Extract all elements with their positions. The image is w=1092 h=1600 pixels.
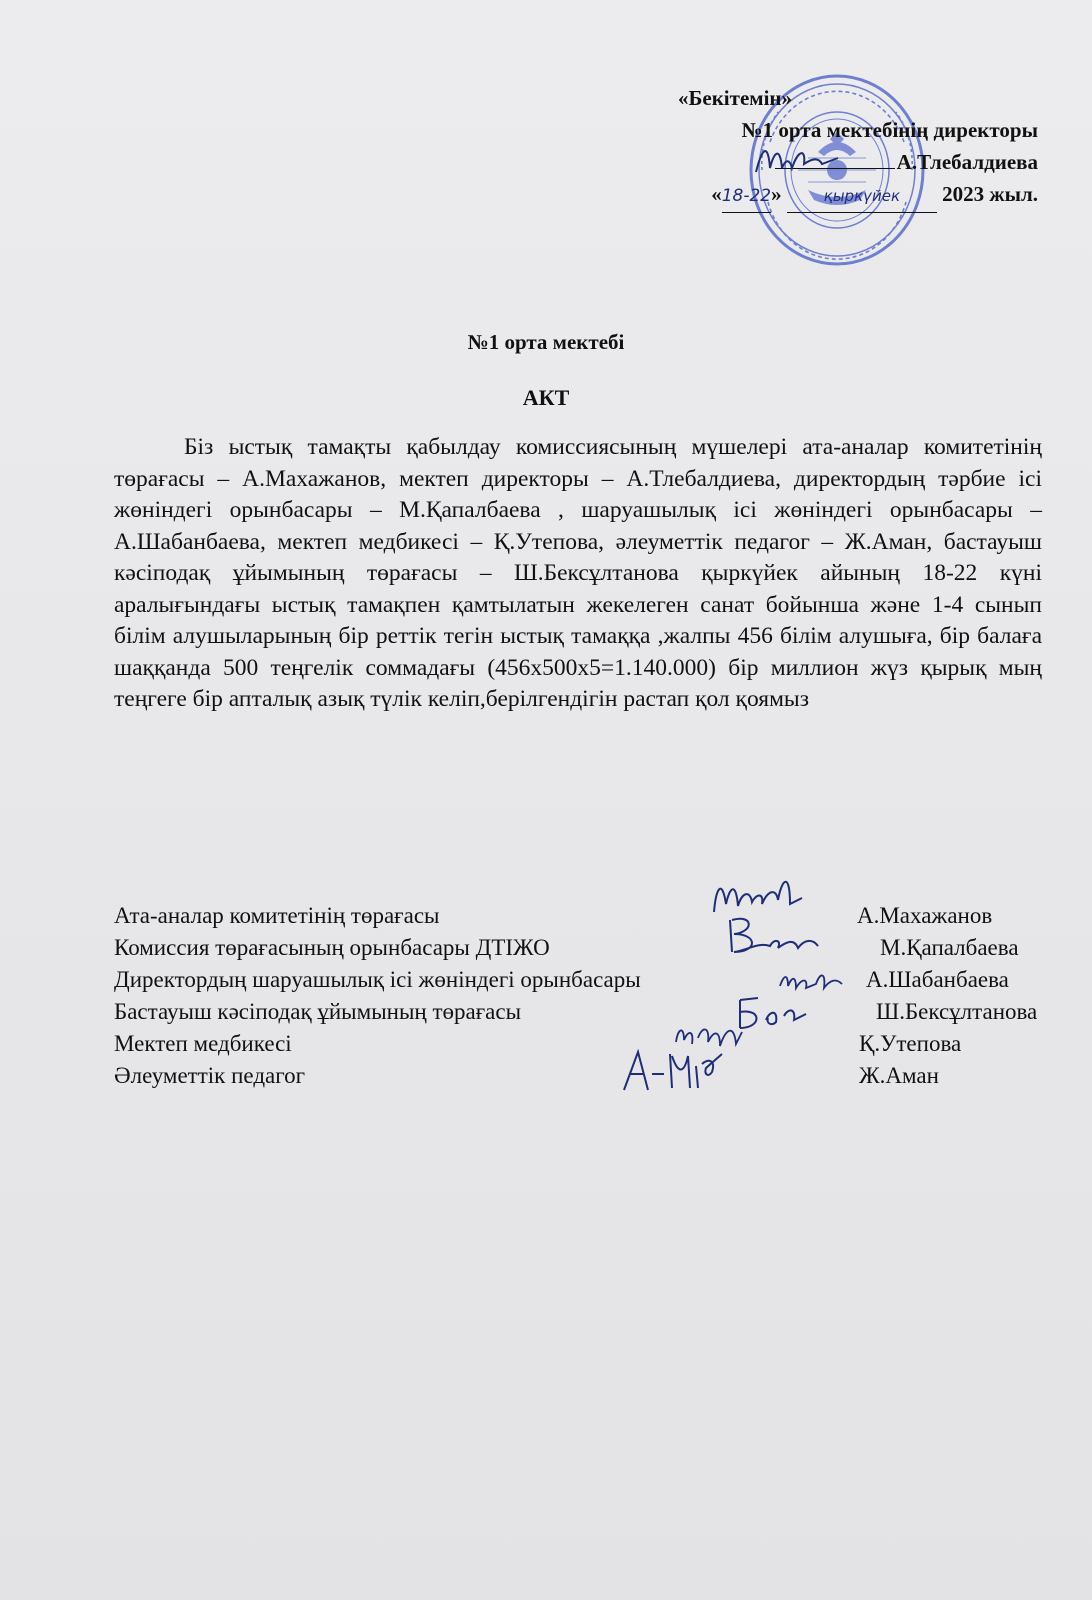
signature-row xyxy=(114,1028,1074,1060)
approval-director-name: А.Тлебалдиева xyxy=(896,150,1038,174)
signature-name: Қ.Утепова xyxy=(859,1031,962,1056)
approval-date-close-quote: » xyxy=(771,182,782,206)
approval-position: №1 орта мектебінің директоры xyxy=(741,118,1038,142)
approval-date-day: 18-22 xyxy=(722,180,771,213)
signature-name: А.Махажанов xyxy=(857,903,993,928)
approval-title: «Бекітемін» xyxy=(678,86,793,110)
act-body-paragraph: Біз ыстық тамақты қабылдау комиссиясының мүшелері ата-аналар комитетінің төрағасы – А.Махажанов, мектеп директоры – А.Тлебалдиева, директордың тәрбие ісі жөніндегі орынбасары – М.Қапалбаева , шаруашылық ісі жөніндегі орынбасары – А.Шабанбаева, мектеп медбикесі – Қ.Утепова, әлеуметтік педагог – Ж.Аман, бастауыш кәсіподақ ұйымының төрағасы – Ш.Бексұлтанова қыркүйек айының 18-22 күні аралығындағы ыстық тамақпен қамтылатын жекелеген санат бойынша және 1-4 сынып білім алушыларының бір реттік тегін ыстық тамаққа ,жалпы 456 білім алушыға, бір балаға шаққанда 500 теңгелік соммадағы (456х500х5=1.140.000) бір миллион жүз қырық мың теңгеге бір апталық азық түлік келіп,берілгендігін растап қол қоямыз xyxy=(114,434,1042,712)
signature-row xyxy=(114,964,1074,996)
approval-date-month: қыркүйек xyxy=(787,180,937,213)
signature-name: Ш.Бексұлтанова xyxy=(876,999,1038,1024)
signature-name: М.Қапалбаева xyxy=(880,935,1019,960)
act-heading: АКТ xyxy=(522,385,570,410)
handwritten-signature-icon xyxy=(618,1044,728,1100)
approval-date-line xyxy=(618,178,1038,213)
signature-role: Әлеуметтік педагог xyxy=(114,1063,306,1088)
signature-role: Комиссия төрағасының орынбасары ДТІЖО xyxy=(114,935,550,960)
director-signature-icon xyxy=(752,138,842,182)
approval-date-year: 2023 жыл. xyxy=(942,182,1038,206)
signatures-list xyxy=(114,900,1074,1092)
school-title: №1 орта мектебі xyxy=(467,330,625,354)
signature-role: Ата-аналар комитетінің төрағасы xyxy=(114,903,440,928)
signature-row xyxy=(114,900,1074,932)
signature-name: А.Шабанбаева xyxy=(866,967,1009,992)
handwritten-signature-icon xyxy=(718,912,830,962)
signature-row xyxy=(114,932,1074,964)
approval-date-open-quote: « xyxy=(711,182,722,206)
signature-role: Директордың шаруашылық ісі жөніндегі орынбасары xyxy=(114,967,641,992)
signature-row xyxy=(114,1060,1074,1092)
signature-row xyxy=(114,996,1074,1028)
handwritten-signature-icon xyxy=(776,964,846,998)
signature-name: Ж.Аман xyxy=(859,1063,939,1088)
signature-role: Бастауыш кәсіподақ ұйымының төрағасы xyxy=(114,999,522,1024)
signature-role: Мектеп медбикесі xyxy=(114,1031,292,1056)
